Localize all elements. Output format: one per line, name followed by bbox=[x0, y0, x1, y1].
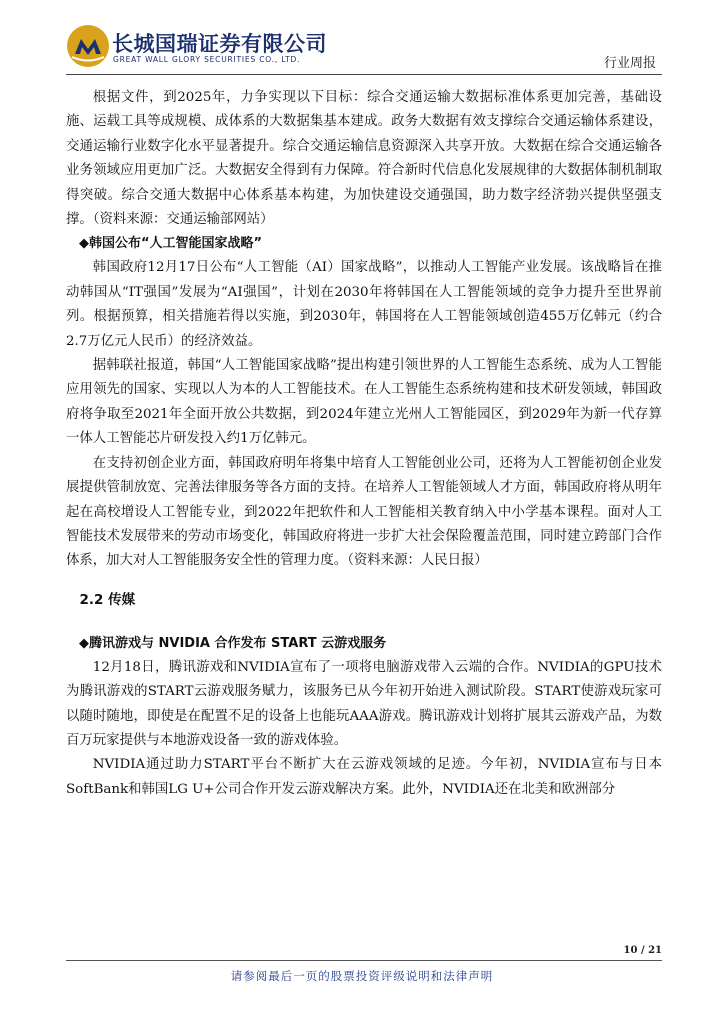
page-number: 10 / 21 bbox=[623, 945, 662, 956]
paragraph-tencent-nvidia-1: 12月18日，腾讯游戏和NVIDIA宣布了一项将电脑游戏带入云端的合作。NVIDIA的GPU技术为腾讯游戏的START云游戏服务赋力，该服务已从今年初开始进入测试阶段。START使游戏玩家可以随时随地，即使是在配置不足的设备上也能玩AAA游戏。腾讯游戏计划将扩展其云游戏产品，为数百万玩家提供与本地游戏设备一致的游戏体验。 bbox=[66, 659, 662, 748]
paragraph-korea-ai-1: 韩国政府12月17日公布“人工智能（AI）国家战略”，以推动人工智能产业发展。该战略旨在推动韩国从“IT强国”发展为“AI强国”，计划在2030年将韩国在人工智能领域的竞争力提升至世界前列。根据预算，相关措施若得以实施，到2030年，韩国将在人工智能领域创造455万亿韩元（约合2.7万亿元人民币）的经济效益。 bbox=[66, 260, 662, 349]
paragraph-tencent-nvidia-2: NVIDIA通过助力START平台不断扩大在云游戏领域的足迹。今年初，NVIDIA宣布与日本SoftBank和韩国LG U+公司合作开发云游戏解决方案。此外，NVIDIA还在北美和欧洲部分 bbox=[66, 757, 662, 797]
header-divider bbox=[66, 74, 662, 75]
report-body bbox=[66, 86, 662, 802]
paragraph-korea-ai-2: 据韩联社报道，韩国“人工智能国家战略”提出构建引领世界的人工智能生态系统、成为人工智能应用领先的国家、实现以人为本的人工智能技术。在人工智能生态系统构建和技术研发领域，韩国政府将争取至2021年全面开放公共数据，到2024年建立光州人工智能园区，到2029年为新一代存算一体人工智能芯片研发投入约1万亿韩元。 bbox=[66, 358, 662, 447]
document-type: 行业周报 bbox=[603, 56, 656, 71]
heading-korea-ai-strategy: ◆韩国公布“人工智能国家战略” bbox=[79, 236, 263, 252]
page-header bbox=[66, 22, 662, 74]
heading-tencent-nvidia: ◆腾讯游戏与 NVIDIA 合作发布 START 云游戏服务 bbox=[79, 635, 387, 651]
footer-disclaimer: 请参阅最后一页的股票投资评级说明和法律声明 bbox=[230, 969, 494, 983]
brand-name-en: GREAT WALL GLORY SECURITIES CO., LTD. bbox=[113, 55, 301, 64]
paragraph-transport-goals: 根据文件，到2025年，力争实现以下目标：综合交通运输大数据标准体系更加完善，基础设施、运载工具等成规模、成体系的大数据集基本建成。政务大数据有效支撑综合交通运输体系建设，交通运输行业数字化水平显著提升。综合交通运输信息资源深入共享开放。大数据在综合交通运输各业务领域应用更加广泛。大数据安全得到有力保障。符合新时代信息化发展规律的大数据体制机制取得突破。综合交通大数据中心体系基本构建，为加快建设交通强国，助力数字经济勃兴提供坚强支撑。（资料来源：交通运输部网站） bbox=[66, 90, 662, 228]
brand-name-cn: 长城国瑞证券有限公司 bbox=[112, 32, 327, 56]
footer-divider bbox=[66, 960, 662, 961]
paragraph-korea-ai-3: 在支持初创企业方面，韩国政府明年将集中培育人工智能创业公司，还将为人工智能初创企业发展提供管制放宽、完善法律服务等各方面的支持。在培养人工智能领域人才方面，韩国政府将从明年起在高校增设人工智能专业，到2022年把软件和人工智能相关教育纳入中小学基本课程。面对人工智能技术发展带来的劳动市场变化，韩国政府将进一步扩大社会保险覆盖范围，同时建立跨部门合作体系，加大对人工智能服务安全性的管理力度。（资料来源：人民日报） bbox=[66, 455, 662, 569]
company-logo-icon bbox=[66, 24, 110, 68]
section-heading-media: 2.2 传媒 bbox=[79, 591, 136, 608]
